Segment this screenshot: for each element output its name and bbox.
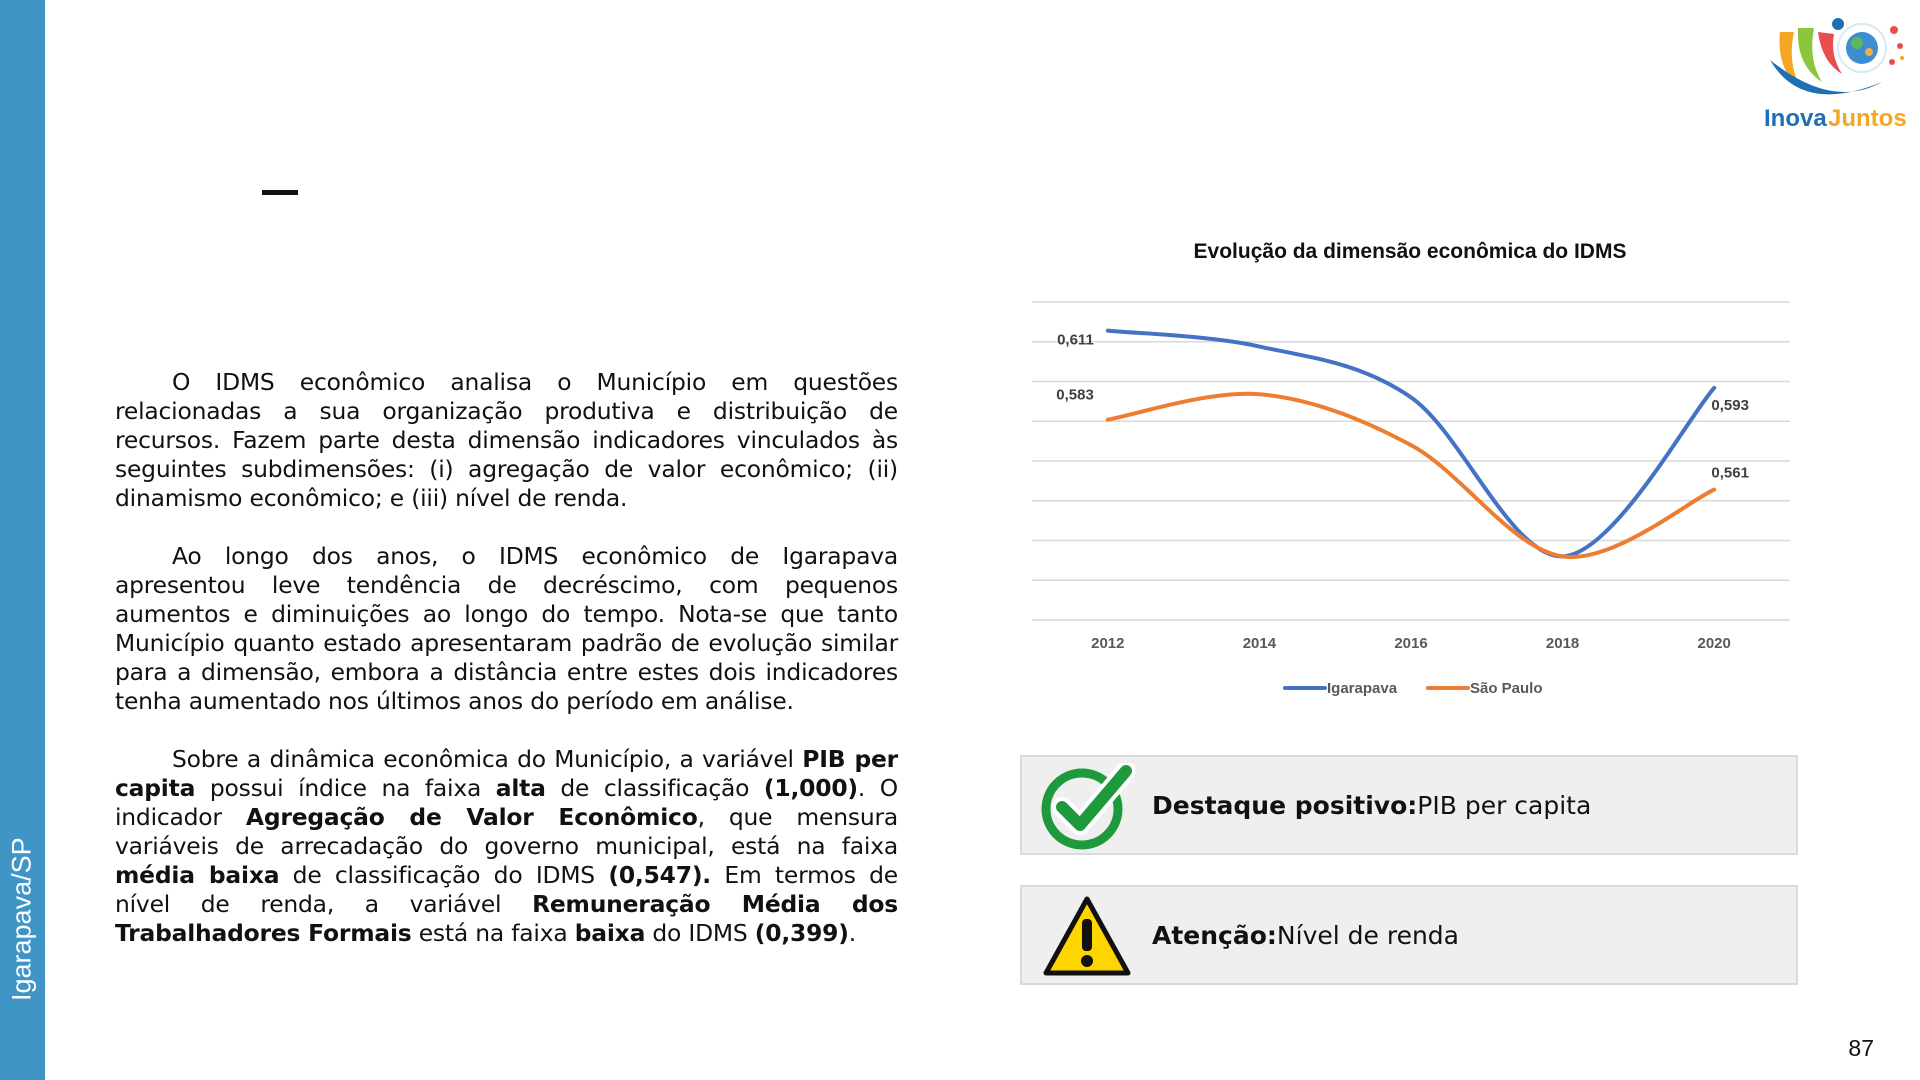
x-tick-label: 2014 <box>1242 635 1277 652</box>
paragraph-2: Ao longo dos anos, o IDMS econômico de Igarapava apresentou leve tendência de decréscimo, com pequenos aumentos e diminuições ao longo do tempo. Nota-se que tanto Município quanto estado apresentaram padrão de evolução similar para a dimensão, embora a distância entre estes dois indicadores tenha aumentado nos últimos anos do período em análise. <box>115 542 898 715</box>
inova-juntos-logo <box>1762 10 1912 135</box>
data-label: 0,561 <box>1711 464 1749 482</box>
check-icon <box>1040 763 1135 851</box>
sidebar <box>0 0 45 1080</box>
idms-line-chart <box>1020 285 1820 705</box>
callout-positive <box>1020 755 1798 855</box>
legend-label: Igarapava <box>1327 680 1398 697</box>
x-tick-label: 2016 <box>1394 635 1428 652</box>
chart-title: Evolução da dimensão econômica do IDMS <box>1193 240 1627 263</box>
paragraph-1: O IDMS econômico analisa o Município em questões relacionadas a sua organização produtiva e distribuição de recursos. Fazem parte desta dimensão indicadores vinculados às seguintes subdimensões: (i) agregação de valor econômico; (ii) dinamismo econômico; e (iii) nível de renda. <box>115 368 898 512</box>
data-label: 0,583 <box>1056 386 1094 404</box>
heading-dash <box>262 190 298 195</box>
legend-label: São Paulo <box>1470 680 1543 697</box>
callout-positive-text: Destaque positivo: PIB per capita <box>1152 790 1592 820</box>
callout-attention <box>1020 885 1798 985</box>
logo-text-inova: Inova <box>1764 105 1827 132</box>
warning-icon <box>1040 893 1135 981</box>
body-text <box>115 368 898 977</box>
callout-attention-text: Atenção: Nível de renda <box>1152 920 1459 950</box>
x-tick-label: 2012 <box>1091 635 1125 652</box>
page-number: 87 <box>1848 1035 1874 1061</box>
sidebar-location-label: Igarapava/SP <box>6 837 37 1001</box>
logo-text-juntos: Juntos <box>1828 105 1907 132</box>
series-line-1 <box>1108 394 1714 557</box>
x-tick-label: 2018 <box>1545 635 1580 652</box>
data-label: 0,593 <box>1711 396 1749 414</box>
data-label: 0,611 <box>1057 331 1094 349</box>
x-tick-label: 2020 <box>1697 635 1731 652</box>
paragraph-3: Sobre a dinâmica econômica do Município, a variável PIB per capita possui índice na faixa alta de classificação (1,000). O indicador Agregação de Valor Econômico, que mensura variáveis de arrecadação do governo municipal, está na faixa média baixa de classificação do IDMS (0,547). Em termos de nível de renda, a variável Remuneração Média dos Trabalhadores Formais está na faixa baixa do IDMS (0,399). <box>115 745 899 947</box>
